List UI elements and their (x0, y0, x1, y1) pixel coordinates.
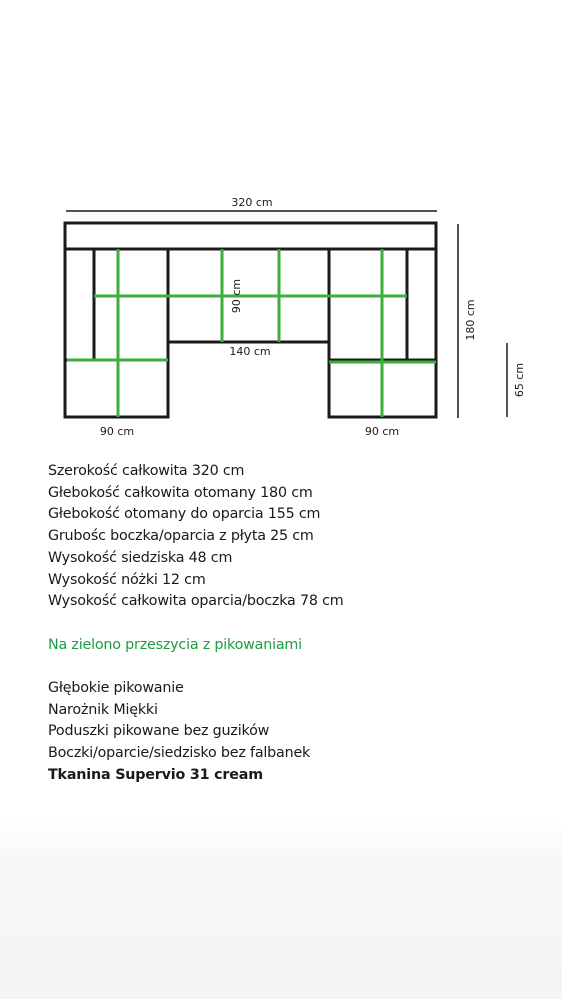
product-description (48, 461, 548, 787)
fabric-name: Tkanina Supervio 31 cream (48, 766, 263, 783)
stitching-note: Na zielono przeszycia z pikowaniami (48, 636, 302, 653)
left-ottoman-width-label: 90 cm (99, 425, 135, 438)
width-label: 320 cm (231, 196, 273, 209)
right-ottoman-width-label: 90 cm (364, 425, 400, 438)
feature-soft-corner: Narożnik Miękki (48, 701, 158, 718)
feature-no-ruffles: Boczki/oparcie/siedzisko bez falbanek (48, 745, 311, 762)
sofa-outline (65, 223, 436, 417)
ottoman-height-label: 65 cm (513, 362, 526, 398)
spec-seat-height: Wysokość siedziska 48 cm (48, 549, 233, 566)
seat-depth-label: 90 cm (230, 278, 243, 314)
feature-deep-tufting: Głębokie pikowanie (48, 680, 184, 696)
spec-armrest-thickness: Grubośc boczka/oparcia z płyta 25 cm (48, 528, 314, 545)
spec-total-width: Szerokość całkowita 320 cm (48, 463, 245, 479)
spacer (48, 656, 548, 678)
spec-leg-height: Wysokość nóżki 12 cm (48, 571, 206, 588)
sofa-dimension-diagram (0, 0, 562, 460)
spec-ottoman-depth: Głebokość całkowita otomany 180 cm (48, 484, 313, 501)
spec-ottoman-depth-to-backrest: Głebokość otomany do oparcia 155 cm (48, 506, 321, 523)
depth-label: 180 cm (464, 299, 477, 341)
feature-cushions: Poduszki pikowane bez guzików (48, 723, 270, 740)
stitching-lines (67, 249, 436, 417)
spec-backrest-height: Wysokość całkowita oparcia/boczka 78 cm (48, 593, 344, 610)
middle-width-label: 140 cm (229, 345, 271, 358)
spacer (48, 613, 548, 635)
sofa-outer-outline (65, 223, 436, 417)
